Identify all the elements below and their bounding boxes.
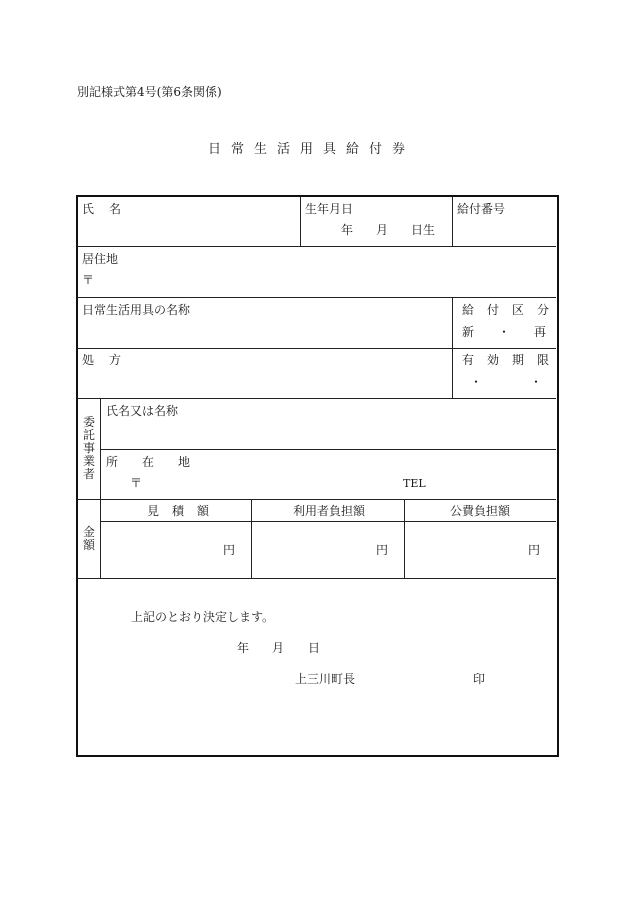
contractor-side-label: 委 託 事 業 者 — [82, 415, 95, 481]
row-divider — [100, 521, 556, 522]
yen-unit-public: 円 — [528, 543, 541, 557]
amount-side-label: 金 額 — [82, 525, 95, 552]
col-divider — [404, 499, 405, 578]
postal-mark: 〒 — [82, 273, 95, 287]
grant-category-label: 給 付 区 分 — [462, 303, 550, 317]
category-re: 再 — [534, 325, 547, 339]
form-title: 日 常 生 活 用 具 給 付 券 — [208, 142, 406, 157]
col-divider — [300, 197, 301, 246]
validity-label: 有 効 期 限 — [462, 353, 550, 367]
birthdate-label: 生年月日 — [305, 202, 354, 216]
seal-mark: 印 — [473, 672, 486, 686]
decision-day-unit: 日 — [308, 641, 321, 655]
grant-number-label: 給付番号 — [457, 202, 506, 216]
col-divider — [452, 197, 453, 246]
contractor-tel-label: TEL — [403, 477, 426, 490]
col-divider — [452, 297, 453, 398]
validity-separator: ・ — [470, 375, 483, 389]
contractor-location-label: 所 在 地 — [106, 455, 191, 469]
row-divider — [77, 499, 556, 500]
yen-unit-user: 円 — [376, 543, 389, 557]
birth-year-unit: 年 — [341, 223, 354, 237]
col-divider — [100, 398, 101, 578]
row-divider — [77, 398, 556, 399]
name-label: 氏 名 — [82, 202, 122, 216]
contractor-name-label: 氏名又は名称 — [106, 404, 179, 418]
validity-separator: ・ — [530, 375, 543, 389]
row-divider — [77, 348, 556, 349]
birth-month-unit: 月 — [376, 223, 389, 237]
estimate-label: 見 積 額 — [147, 504, 210, 518]
decision-statement: 上記のとおり決定します。 — [131, 610, 275, 624]
contractor-postal-mark: 〒 — [130, 476, 143, 490]
row-divider — [77, 246, 556, 247]
category-separator: ・ — [498, 325, 511, 339]
col-divider — [251, 499, 252, 578]
item-name-label: 日常生活用具の名称 — [82, 303, 191, 317]
category-new: 新 — [462, 325, 475, 339]
birth-day-unit: 日生 — [411, 223, 436, 237]
user-burden-label: 利用者負担額 — [293, 504, 366, 518]
row-divider — [100, 449, 556, 450]
public-burden-label: 公費負担額 — [450, 504, 511, 518]
prescription-label: 処 方 — [82, 353, 122, 367]
form-reference: 別記様式第4号(第6条関係) — [77, 85, 222, 99]
decision-month-unit: 月 — [272, 641, 285, 655]
decision-year-unit: 年 — [237, 641, 250, 655]
address-label: 居住地 — [82, 252, 119, 266]
row-divider — [77, 578, 556, 579]
row-divider — [77, 297, 556, 298]
mayor-title: 上三川町長 — [295, 672, 356, 686]
yen-unit-estimate: 円 — [223, 543, 236, 557]
